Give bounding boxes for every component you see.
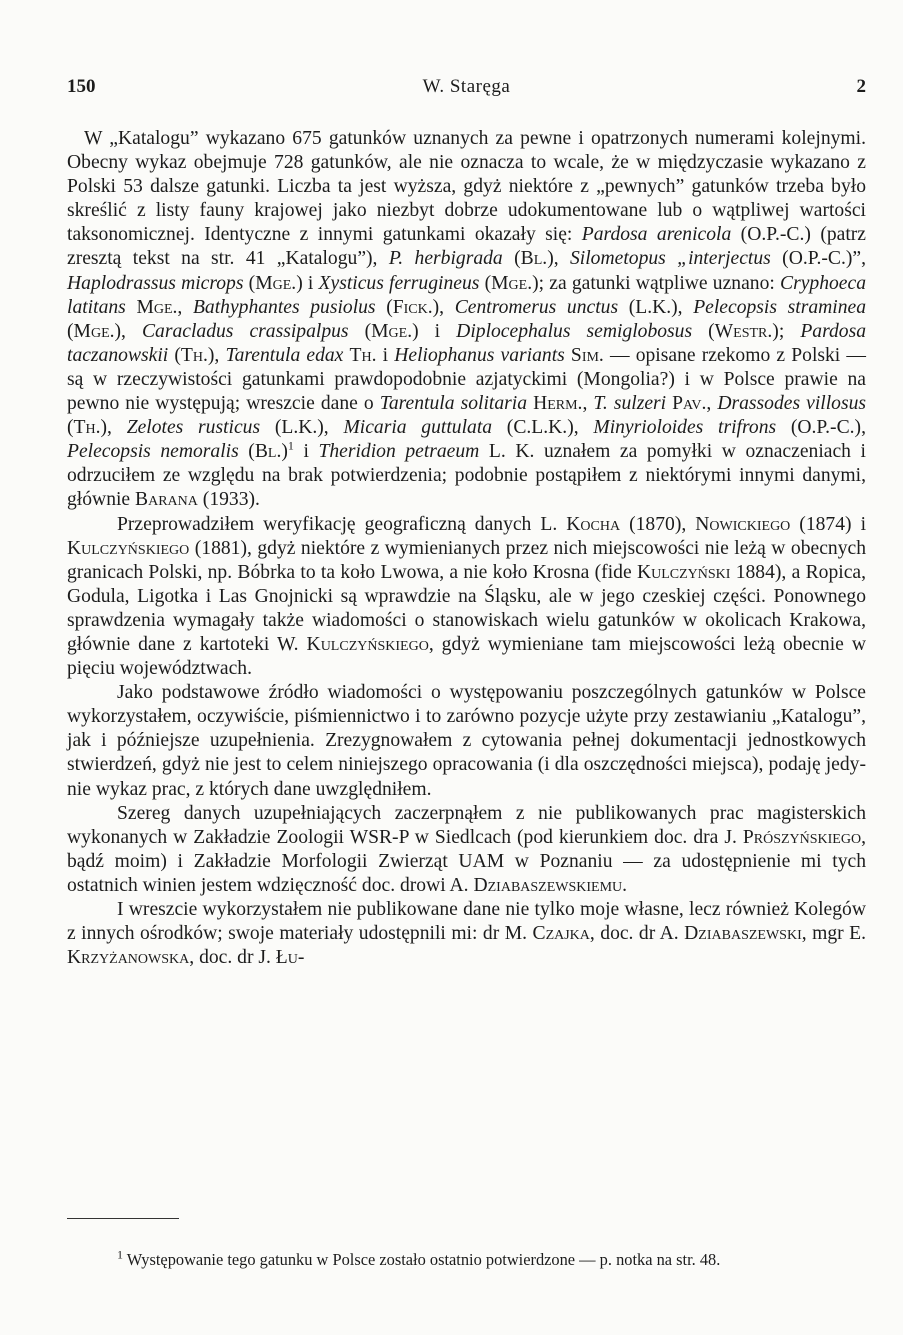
text-run: (O.P.-C.) (patrz zresztą tekst na str. 41 „Katalogu”), [67,224,866,270]
running-author: W. Staręga [422,76,511,97]
author-name: Mge. [371,320,413,342]
author-name: Mge. [73,320,115,342]
author-name: Krzyżanowska [67,947,190,969]
text-run: Szereg danych uzupełniających zaczerpnąłem z nie publikowanych prac magisterskich wykonanych w Zakładzie Zoologii WSR-P w Siedlcach (pod kierunkiem doc. dra J. [67,802,866,848]
footnote-ref: 1 [287,438,294,453]
text-run: , doc. dr A. [589,923,685,945]
text-run: ( [238,441,255,463]
taxon-name: Cryphoeca latitans [67,272,866,318]
text-run: I wreszcie wykorzystałem nie publikowane dane nie tylko moje własne, lecz również Kolegów z innych ośrodków; swoje materiały udostępnili mi: dr M. [67,899,866,945]
text-run: Przeprowadziłem weryfikację geograficzną danych L. [117,513,567,535]
footnote-rule [67,1218,179,1219]
text-run: ( [502,248,521,270]
author-name: Kulczyński [636,561,731,583]
text-run: ) [281,441,288,463]
taxon-name: Zelotes rusticus [126,417,261,439]
text-run: ( [168,344,181,366]
author-name: Th. [349,344,377,366]
text-run: L. K. uznałem za pomyłki w oznaczeniach i odrzuciłem ze względu na brak potwierdzenia; podobnie postąpiłem z niektórymi innymi danymi, głównie [67,441,866,511]
author-name: Westr. [714,320,773,342]
footnote-text: Występowanie tego gatunku w Polsce zostało ostatnio potwierdzone — p. notka na str. 48. [123,1250,721,1269]
author-name: Kulczyńskiego [306,633,429,655]
author-name: Prószyńskiego [742,826,862,848]
author-name: Herm. [533,393,583,415]
taxon-name: Tarentula solitaria [379,393,527,415]
text-run: ) i [412,320,457,342]
text-run: , mgr E. [801,923,867,945]
text-run: ); za gatunki wątpliwe uznano: [532,272,781,294]
text-run: (L.K.), [260,417,344,439]
text-run: ) i [296,272,319,294]
author-name: Dziabaszewskiemu [473,874,623,896]
text-run: . [622,874,628,896]
taxon-name: Caracladus crassipalpus [141,320,349,342]
text-run: ), [432,296,455,318]
taxon-name: Centromerus unctus [454,296,619,318]
taxon-name: Theridion petraeum [318,441,480,463]
text-run: ( [67,320,74,342]
paragraph [67,898,866,970]
taxon-name: Drassodes villosus [717,393,867,415]
text-run: ); [772,320,801,342]
text-run: ( [348,320,372,342]
text-run: ), [100,417,127,439]
taxon-name: Heliophanus variants [394,344,565,366]
author-name: Łu- [275,947,305,969]
text-run: (O.P.-C.)”, [770,248,866,270]
text-run: (1933). [197,489,260,511]
author-name: Th. [180,344,208,366]
footnote [67,1248,866,1272]
text-run: ( [67,417,74,439]
text-run: ( [243,272,256,294]
paragraph [67,681,866,801]
taxon-name: Diplocephalus semiglobosus [456,320,693,342]
text-run: ), [207,344,226,366]
text-run: ), [114,320,142,342]
text-run: (1881), gdyż niektóre z wymienianych przez nich miejscowości nie leżą w obecnych granicach Polski, np. Bóbrka to ta koło Lwowa, a nie koło Krosna (fide [67,537,866,583]
author-name: Kocha [566,513,621,535]
taxon-name: Pelecopsis nemoralis [67,441,239,463]
taxon-name: Xysticus ferrugineus [318,272,480,294]
text-run [126,297,137,318]
footnote-marker: 1 [117,1247,123,1262]
text-run: (1870), [620,513,696,535]
text-run: ( [692,320,715,342]
running-header [67,76,866,102]
author-name: Fick. [392,296,433,318]
author-name: Bl. [520,248,548,270]
taxon-name: P. herbigrada [388,248,503,270]
text-run: , [177,296,193,318]
paragraph [67,802,866,898]
text-run: (L.K.), [618,296,694,318]
author-name: Bl. [254,441,282,463]
taxon-name: Pardosa arenicola [581,224,732,246]
text-run: , bądź moim) i Zakładzie Morfologii Zwierząt UAM w Poznaniu — za udostępnienie mi tych ostatnich winien jestem wdzięczność doc. drowi A. [67,826,866,896]
text-run: i [293,441,319,463]
text-run: — opisane rzekomo z Polski — są w rzeczywistości gatunkami prawdopodobnie azjatyckimi (Mongolia?) i w Polsce prawie na pewno nie występują; wreszcie dane o [67,344,866,415]
text-run: 1884), a Ropica, Godula, Ligotka i Las Gnojnicki są wprawdzie na Śląsku, ale w jego czeskiej części. Ponownego sprawdzenia wymagały także wiadomości o stanowiskach wielu gatunków w okolicach Krakowa, głównie dane z kartoteki W. [67,561,867,655]
text-run: ), [547,248,570,270]
text-run: , [706,393,718,415]
author-name: Mge. [136,296,178,318]
text-run: ( [375,296,393,318]
author-name: Mge. [255,272,297,294]
author-name: Sim. [570,344,604,366]
taxon-name: Silometopus „interjectus [570,248,771,270]
text-run: Jako podstawowe źródło wiadomości o występowaniu poszczególnych gatunków w Polsce wykorzystałem, oczywiście, piśmiennictwo i to zarówno pozycje użyte przy zestawianiu „Katalogu”, jak i późniejsze uzupełnienia. Zrezygnowałem z cytowania pełnej dokumentacji jednostkowych stwierdzeń, gdyż nie jest to celem niniejszego opracowania (i dla oszczędności miejsca), podaję jedynie wykaz prac, z których dane uwzględniłem. [67,682,866,800]
text-run: i [376,344,395,366]
author-name: Nowickiego [695,513,791,535]
author-name: Czajka [532,923,590,945]
paragraph [67,513,866,682]
text-run: , gdyż wymieniane tam miejscowości leżą obecnie w pięciu województwach. [67,633,866,680]
taxon-name: T. sulzeri [593,393,667,415]
taxon-name: Minyrioloides trifrons [593,417,777,439]
taxon-name: Bathyphantes pusiolus [192,296,376,318]
text-run: , doc. dr J. [189,947,276,969]
issue-number: 2 [856,76,866,97]
taxon-name: Haplodrassus microps [67,272,244,294]
text-run: ( [479,272,492,294]
author-name: Dziabaszewski [684,923,802,945]
text-run: W „Katalogu” wykazano 675 gatunków uznanych za pewne i opatrzonych numerami kolejnymi. Obecny wykaz obejmuje 728 gatunków, ale nie oznacza to wcale, że w międzyczasie wykazano z Polski 53 dalsze gatunki. Liczba ta jest wyższa, gdyż niektóre z „pewnych” gatunków trzeba było skreślić z listy fauny krajowej jako niezbyt dobrze udokumentowane lub o wątpliwej wartości taksonomicznej. Identyczne z innymi gatunkami okazały się: [67,128,866,246]
author-name: Pav. [672,393,707,415]
author-name: Barana [135,489,198,511]
page-number: 150 [67,76,96,97]
author-name: Mge. [491,272,533,294]
paragraph [67,127,866,513]
text-run: , [582,393,594,415]
taxon-name: Micaria guttulata [343,417,493,439]
author-name: Kulczyńskiego [67,537,190,559]
text-run: (C.L.K.), [492,417,594,439]
taxon-name: Tarentula edax [225,344,344,366]
taxon-name: Pelecopsis straminea [693,296,866,318]
body-text [67,127,866,970]
taxon-name: Pardosa taczanowskii [67,320,866,366]
author-name: Th. [73,417,101,439]
text-run: (1874) i [790,513,867,535]
text-run: (O.P.-C.), [776,417,866,439]
